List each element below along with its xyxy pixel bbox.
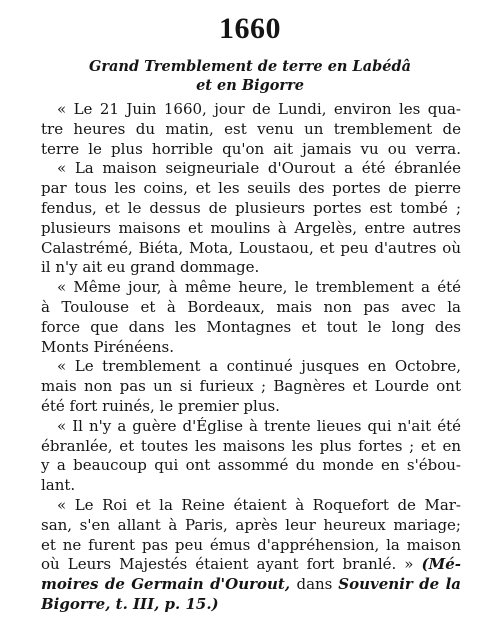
text-line bbox=[41, 178, 461, 198]
text-line bbox=[57, 277, 461, 297]
line-text: Calastrémé, Biéta, Mota, Loustaou, et peu d'autres où bbox=[41, 239, 461, 257]
line-text: lant. bbox=[41, 476, 76, 494]
text-line bbox=[41, 297, 461, 317]
line-text: « Le 21 Juin 1660, jour de Lundi, environ les qua- bbox=[57, 100, 461, 118]
text-line bbox=[41, 198, 461, 218]
line-text: « Il n'y a guère d'Église à trente lieues qui n'ait été bbox=[57, 417, 461, 435]
line-text: y a beaucoup qui ont assommé du monde en s'ébou- bbox=[41, 456, 461, 474]
line-text: « La maison seigneuriale d'Ourout a été ébranlée bbox=[57, 159, 461, 177]
line-text: « Le tremblement a continué jusques en Octobre, bbox=[57, 357, 461, 375]
line-text: mais non pas un si furieux ; Bagnères et Lourde ont bbox=[41, 377, 461, 395]
line-text: ébranlée, et toutes les maisons les plus fortes ; et en bbox=[41, 437, 461, 455]
text-line bbox=[41, 139, 461, 159]
line-text: force que dans les Montagnes et tout le long des bbox=[41, 318, 461, 336]
text-line bbox=[41, 119, 461, 139]
line-text: Monts Pirénéens. bbox=[41, 338, 175, 356]
text-line bbox=[41, 515, 461, 535]
citation-text: Bigorre, t. III, p. 15.) bbox=[41, 595, 219, 613]
text-line bbox=[41, 535, 461, 555]
line-text: terre le plus horrible qu'on ait jamais vu ou verra. bbox=[41, 140, 461, 158]
citation-text: (Mé- bbox=[421, 555, 461, 573]
line-text: il n'y ait eu grand dommage. bbox=[41, 258, 260, 276]
text-line bbox=[41, 554, 461, 574]
text-line bbox=[41, 455, 461, 475]
text-line bbox=[41, 257, 461, 277]
subtitle-line-2: et en Bigorre bbox=[196, 77, 304, 94]
line-text: été fort ruinés, le premier plus. bbox=[41, 397, 280, 415]
text-line bbox=[41, 574, 461, 594]
text-line bbox=[41, 594, 461, 614]
text-line bbox=[57, 495, 461, 515]
line-text: « Même jour, à même heure, le tremblement a été bbox=[57, 278, 461, 296]
page-title-year: 1660 bbox=[219, 12, 281, 45]
line-text: fendus, et le dessus de plusieurs portes est tombé ; bbox=[41, 199, 461, 217]
text-line bbox=[57, 416, 461, 436]
text-line bbox=[41, 238, 461, 258]
text-line bbox=[41, 396, 461, 416]
line-text: où Leurs Majestés étaient ayant fort branlé. » bbox=[41, 555, 422, 573]
text-line bbox=[57, 99, 461, 119]
text-line bbox=[41, 475, 461, 495]
line-text: et ne furent pas peu émus d'appréhension, la maison bbox=[41, 536, 461, 554]
text-line bbox=[57, 356, 461, 376]
text-line bbox=[41, 376, 461, 396]
text-line bbox=[41, 218, 461, 238]
citation-text: Souvenir de la bbox=[338, 575, 461, 593]
text-line bbox=[57, 158, 461, 178]
line-text: « Le Roi et la Reine étaient à Roquefort de Mar- bbox=[57, 496, 461, 514]
line-text: san, s'en allant à Paris, après leur heureux mariage; bbox=[41, 516, 461, 534]
line-text: dans bbox=[296, 575, 339, 593]
text-line bbox=[41, 436, 461, 456]
line-text: tre heures du matin, est venu un tremblement de bbox=[41, 120, 461, 138]
text-line bbox=[41, 317, 461, 337]
line-text: par tous les coins, et les seuils des portes de pierre bbox=[41, 179, 461, 197]
citation-text: moires de Germain d'Ourout, bbox=[41, 575, 297, 593]
text-line bbox=[41, 337, 461, 357]
subtitle-line-1: Grand Tremblement de terre en Labédâ bbox=[88, 58, 411, 75]
line-text: plusieurs maisons et moulins à Argelès, entre autres bbox=[41, 219, 461, 237]
line-text: à Toulouse et à Bordeaux, mais non pas avec la bbox=[41, 298, 461, 316]
